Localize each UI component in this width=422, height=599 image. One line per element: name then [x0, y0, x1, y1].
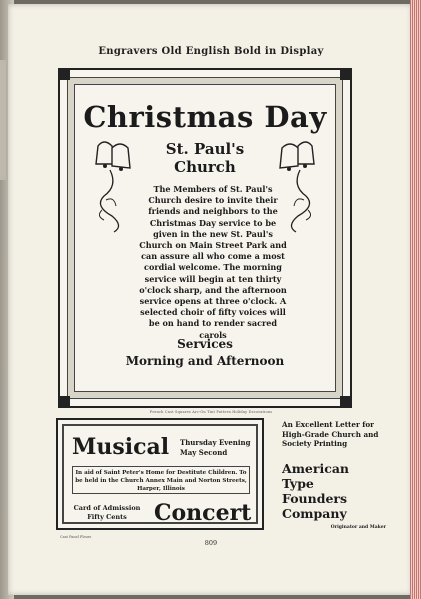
corner-ornament — [58, 68, 70, 80]
admission-line1: Card of Admission — [73, 504, 141, 512]
specimen-heading: Engravers Old English Bold in Display — [98, 46, 324, 57]
ad-title: Christmas Day — [83, 100, 327, 134]
ad-body-text: The Members of St. Paul's Church desire to invite their friends and neighbors to the Christmas Day service to be given in the new St. Paul's Church on Main Street Park and can assure all who come a most cordial welcome. The morning service will begin at ten thirty o'clock sharp, and the afternoon service opens at three o'clock. A selected choir of fifty voices will be on hand to render sacred carols — [139, 184, 287, 340]
event-date-line1: Thursday Evening — [180, 438, 251, 447]
ad-intro-text: An Excellent Letter for High-Grade Church and Society Printing — [282, 420, 379, 448]
company-line1: American — [282, 460, 350, 476]
concert-heading: Concert — [154, 500, 252, 526]
event-date-line2: May Second — [180, 448, 228, 457]
musical-heading: Musical — [72, 434, 170, 460]
facing-page-edge — [0, 60, 6, 180]
company-line4: Company — [282, 505, 347, 521]
page-number: 809 — [204, 539, 218, 547]
services-line2: Morning and Afternoon — [125, 354, 285, 368]
services-line1: Services — [177, 337, 233, 351]
type-founders-ad — [282, 420, 386, 530]
footer-caption: Cast Panel Fleurs — [60, 535, 92, 539]
bells-illustration-left — [90, 136, 138, 236]
event-date — [180, 438, 260, 458]
charity-notice: In aid of Saint Peter's Home for Destitute Children. To be held in the Church Annex Main and Norton Streets, Harper, Illinois — [72, 466, 250, 494]
concert-ad-frame — [56, 418, 264, 530]
ornament-caption: French Cast Squares Arc-On Tint Pattern Holiday Decorations — [149, 410, 273, 414]
page-edge-stack — [410, 0, 422, 599]
corner-ornament — [340, 68, 352, 80]
admission-line2: Fifty Cents — [87, 513, 127, 521]
corner-ornament — [58, 396, 70, 408]
church-name-line1: St. Paul's — [165, 140, 245, 158]
corner-ornament — [340, 396, 352, 408]
originator-line: Originator and Maker — [330, 524, 386, 530]
company-line2: Type — [282, 475, 314, 491]
services-heading — [60, 336, 350, 370]
christmas-ad-frame — [58, 68, 352, 408]
company-line3: Founders — [282, 490, 348, 506]
company-name — [282, 461, 386, 521]
admission-info — [72, 504, 142, 522]
church-name-line2: Church — [174, 158, 236, 176]
